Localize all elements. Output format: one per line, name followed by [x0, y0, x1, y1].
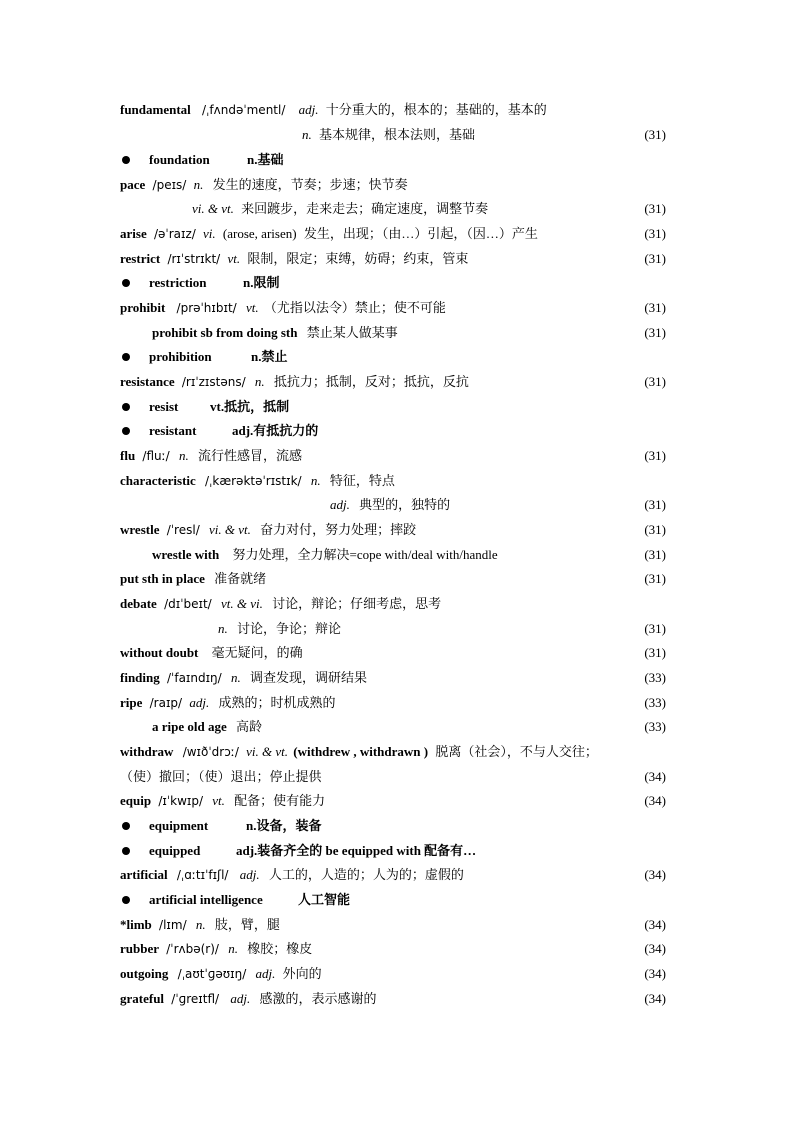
page-ref: (31) — [644, 226, 666, 241]
page-ref: (34) — [644, 917, 666, 932]
page-ref: (31) — [644, 497, 666, 512]
part-of-speech: vt. — [245, 300, 259, 315]
definition: 努力处理，全力解决=cope with/deal with/handle — [232, 547, 498, 562]
phonetic: /peɪs/ — [152, 178, 187, 192]
headword: pace — [120, 177, 146, 192]
definition: 发生的速度，节奏；步速；快节奏 — [212, 177, 408, 192]
headword: debate — [120, 596, 157, 611]
definition: 橡胶；橡皮 — [247, 941, 313, 956]
headword: restriction — [149, 275, 207, 290]
bullet-icon — [122, 847, 130, 855]
phonetic: /fluː/ — [142, 449, 170, 463]
phrase-line — [120, 544, 666, 566]
derivative-line — [120, 889, 666, 911]
phonetic: /wɪðˈdrɔː/ — [182, 745, 239, 759]
definition: 脱离（社会），不与人交往； — [435, 744, 598, 759]
page-ref: (33) — [644, 670, 666, 685]
bullet-icon — [122, 822, 130, 830]
page-ref: (31) — [644, 522, 666, 537]
entry-line — [120, 297, 666, 319]
definition: 人工的，人造的；人为的；虚假的 — [268, 867, 464, 882]
headword: grateful — [120, 991, 165, 1006]
headword: artificial intelligence — [149, 892, 263, 907]
entry-line — [120, 914, 666, 936]
word-forms: (arose, arisen) — [222, 226, 297, 241]
definition: 流行性感冒，流感 — [197, 448, 302, 463]
page-ref: (31) — [644, 127, 666, 142]
headword: equipped — [149, 843, 201, 858]
part-of-speech: n. — [228, 941, 238, 956]
headword: fundamental — [120, 102, 191, 117]
part-of-speech: adj. — [255, 966, 276, 981]
definition: 调查发现，调研结果 — [249, 670, 367, 685]
derivative-line — [120, 396, 666, 418]
entry-line — [120, 198, 666, 220]
part-of-speech: vt. — [227, 251, 241, 266]
definition: 特征，特点 — [329, 473, 395, 488]
headword: withdraw — [120, 744, 174, 759]
headword: wrestle — [120, 522, 160, 537]
page-ref: (34) — [644, 941, 666, 956]
headword: rubber — [120, 941, 159, 956]
phonetic: /prəˈhɪbɪt/ — [176, 301, 237, 315]
headword: finding — [120, 670, 160, 685]
phonetic: /ˌaʊtˈɡəʊɪŋ/ — [177, 967, 247, 981]
phonetic: /ˌkærəktəˈrɪstɪk/ — [205, 474, 302, 488]
headword: resistance — [120, 374, 175, 389]
headword: *limb — [120, 917, 152, 932]
entry-line — [120, 174, 666, 196]
phonetic: /rɪˈstrɪkt/ — [167, 252, 221, 266]
entry-line — [120, 988, 666, 1010]
part-of-speech: vi. & vt. — [192, 201, 234, 216]
phonetic: /ˌfʌndəˈmentl/ — [202, 103, 286, 117]
page-ref: (33) — [644, 695, 666, 710]
gloss: adj.有抵抗力的 — [232, 423, 319, 438]
entry-line — [120, 593, 666, 615]
page-ref: (31) — [644, 448, 666, 463]
phonetic: /lɪm/ — [159, 918, 187, 932]
gloss: n.禁止 — [251, 349, 288, 364]
headword: foundation — [149, 152, 210, 167]
headword: restrict — [120, 251, 161, 266]
definition: 限制，限定；束缚，妨碍；约束，管束 — [247, 251, 469, 266]
phonetic: /ɪˈkwɪp/ — [158, 794, 204, 808]
definition: 来回踱步，走来走去；确定速度，调整节奏 — [241, 201, 489, 216]
definition: 配备；使有能力 — [234, 793, 326, 808]
definition: 讨论，辩论；仔细考虑，思考 — [272, 596, 442, 611]
part-of-speech: n. — [254, 374, 265, 389]
page-ref: (31) — [644, 251, 666, 266]
headword: prohibit — [120, 300, 166, 315]
phrase-line — [120, 716, 666, 738]
entry-line — [120, 494, 666, 516]
entry-line — [120, 963, 666, 985]
part-of-speech: n. — [178, 448, 189, 463]
definition: 感激的，表示感谢的 — [259, 991, 377, 1006]
page-ref: (31) — [644, 645, 666, 660]
part-of-speech: adj. — [230, 991, 251, 1006]
headword: equip — [120, 793, 152, 808]
headword: equipment — [149, 818, 209, 833]
phrase: a ripe old age — [152, 719, 227, 734]
page-ref: (31) — [644, 621, 666, 636]
page-ref: (31) — [644, 325, 666, 340]
phonetic: /ˈresl/ — [166, 523, 200, 537]
bullet-icon — [122, 156, 130, 164]
gloss: n.基础 — [247, 152, 284, 167]
definition: 基本规律，根本法则，基础 — [319, 127, 476, 142]
phrase-line — [120, 322, 666, 344]
definition: 准备就绪 — [214, 571, 267, 586]
page-ref: (34) — [644, 793, 666, 808]
phrase-line — [120, 642, 666, 664]
phrase: prohibit sb from doing sth — [152, 325, 298, 340]
phonetic: /dɪˈbeɪt/ — [164, 597, 212, 611]
headword: prohibition — [149, 349, 212, 364]
phonetic: /əˈraɪz/ — [153, 227, 196, 241]
entry-line — [120, 248, 666, 270]
part-of-speech: adj. — [239, 867, 260, 882]
part-of-speech: vi. & vt. — [246, 744, 289, 759]
page-ref: (31) — [644, 571, 666, 586]
page-ref: (34) — [644, 867, 666, 882]
part-of-speech: adj. — [189, 695, 210, 710]
phrase: wrestle with — [152, 547, 220, 562]
headword: artificial — [120, 867, 168, 882]
entry-line — [120, 741, 680, 763]
gloss: vt.抵抗，抵制 — [210, 399, 290, 414]
definition: 十分重大的，根本的；基础的，基本的 — [325, 102, 547, 117]
part-of-speech: vt. — [212, 793, 225, 808]
definition: （使）撤回；（使）退出；停止提供 — [120, 769, 322, 784]
headword: resist — [149, 399, 179, 414]
headword: flu — [120, 448, 136, 463]
entry-line — [120, 445, 666, 467]
derivative-line — [120, 420, 666, 442]
derivative-line — [120, 840, 666, 862]
definition: 外向的 — [282, 966, 322, 981]
headword: arise — [120, 226, 147, 241]
phrase: without doubt — [120, 645, 199, 660]
page-ref: (34) — [644, 966, 666, 981]
part-of-speech: adj. — [298, 102, 319, 117]
definition: 讨论，争论；辩论 — [237, 621, 342, 636]
entry-line — [120, 470, 666, 492]
definition: （尤指以法令）禁止；使不可能 — [263, 300, 446, 315]
definition: 抵抗力；抵制，反对；抵抗，反抗 — [273, 374, 469, 389]
phonetic: /rɪˈzɪstəns/ — [181, 375, 246, 389]
derivative-line — [120, 149, 666, 171]
bullet-icon — [122, 427, 130, 435]
entry-line — [120, 519, 666, 541]
headword: resistant — [149, 423, 197, 438]
phonetic: /ˈɡreɪtfl/ — [171, 992, 220, 1006]
part-of-speech: n. — [195, 917, 206, 932]
part-of-speech: n. — [310, 473, 321, 488]
headword: outgoing — [120, 966, 169, 981]
page-ref: (34) — [644, 769, 666, 784]
part-of-speech: vi. — [203, 226, 216, 241]
entry-line — [120, 99, 666, 121]
page-ref: (31) — [644, 300, 666, 315]
part-of-speech: n. — [193, 177, 204, 192]
entry-line — [120, 371, 666, 393]
gloss: n.限制 — [243, 275, 280, 290]
phonetic: /raɪp/ — [149, 696, 183, 710]
page-ref: (31) — [644, 201, 666, 216]
phonetic: /ˈrʌbə(r)/ — [166, 942, 219, 956]
definition: 高龄 — [236, 719, 263, 734]
part-of-speech: n. — [218, 621, 228, 636]
bullet-icon — [122, 353, 130, 361]
phrase: put sth in place — [120, 571, 205, 586]
part-of-speech: vt. & vi. — [220, 596, 263, 611]
phonetic: /ˈfaɪndɪŋ/ — [167, 671, 222, 685]
definition: 典型的，独特的 — [359, 497, 451, 512]
definition: 发生，出现；（由…）引起，（因…）产生 — [303, 226, 538, 241]
page-ref: (31) — [644, 374, 666, 389]
bullet-icon — [122, 896, 130, 904]
gloss: adj.装备齐全的 be equipped with 配备有… — [236, 843, 477, 858]
entry-line — [120, 692, 666, 714]
definition: 成熟的；时机成熟的 — [218, 695, 336, 710]
gloss: n.设备，装备 — [246, 818, 322, 833]
headword: characteristic — [120, 473, 196, 488]
part-of-speech: n. — [230, 670, 241, 685]
entry-line — [120, 766, 666, 788]
headword: ripe — [120, 695, 143, 710]
entry-line — [120, 124, 666, 146]
entry-line — [120, 938, 666, 960]
phrase-line — [120, 568, 666, 590]
bullet-icon — [122, 403, 130, 411]
definition: 毫无疑问，的确 — [211, 645, 303, 660]
definition: 奋力对付，努力处理；摔跤 — [260, 522, 417, 537]
definition: 禁止某人做某事 — [306, 325, 398, 340]
page-ref: (31) — [644, 547, 666, 562]
entry-line — [120, 223, 666, 245]
entry-line — [120, 864, 666, 886]
part-of-speech: vi. & vt. — [209, 522, 251, 537]
entry-line — [120, 790, 666, 812]
derivative-line — [120, 815, 666, 837]
entry-line — [120, 618, 666, 640]
bullet-icon — [122, 279, 130, 287]
entry-line — [120, 667, 666, 689]
page-ref: (34) — [644, 991, 666, 1006]
derivative-line — [120, 346, 666, 368]
part-of-speech: n. — [302, 127, 312, 142]
definition: 肢，臂，腿 — [214, 917, 280, 932]
derivative-line — [120, 272, 666, 294]
part-of-speech: adj. — [330, 497, 350, 512]
page-ref: (33) — [644, 719, 666, 734]
phonetic: /ˌɑːtɪˈfɪʃl/ — [176, 868, 229, 882]
gloss: 人工智能 — [298, 892, 351, 907]
word-forms: (withdrew , withdrawn ) — [293, 744, 429, 759]
